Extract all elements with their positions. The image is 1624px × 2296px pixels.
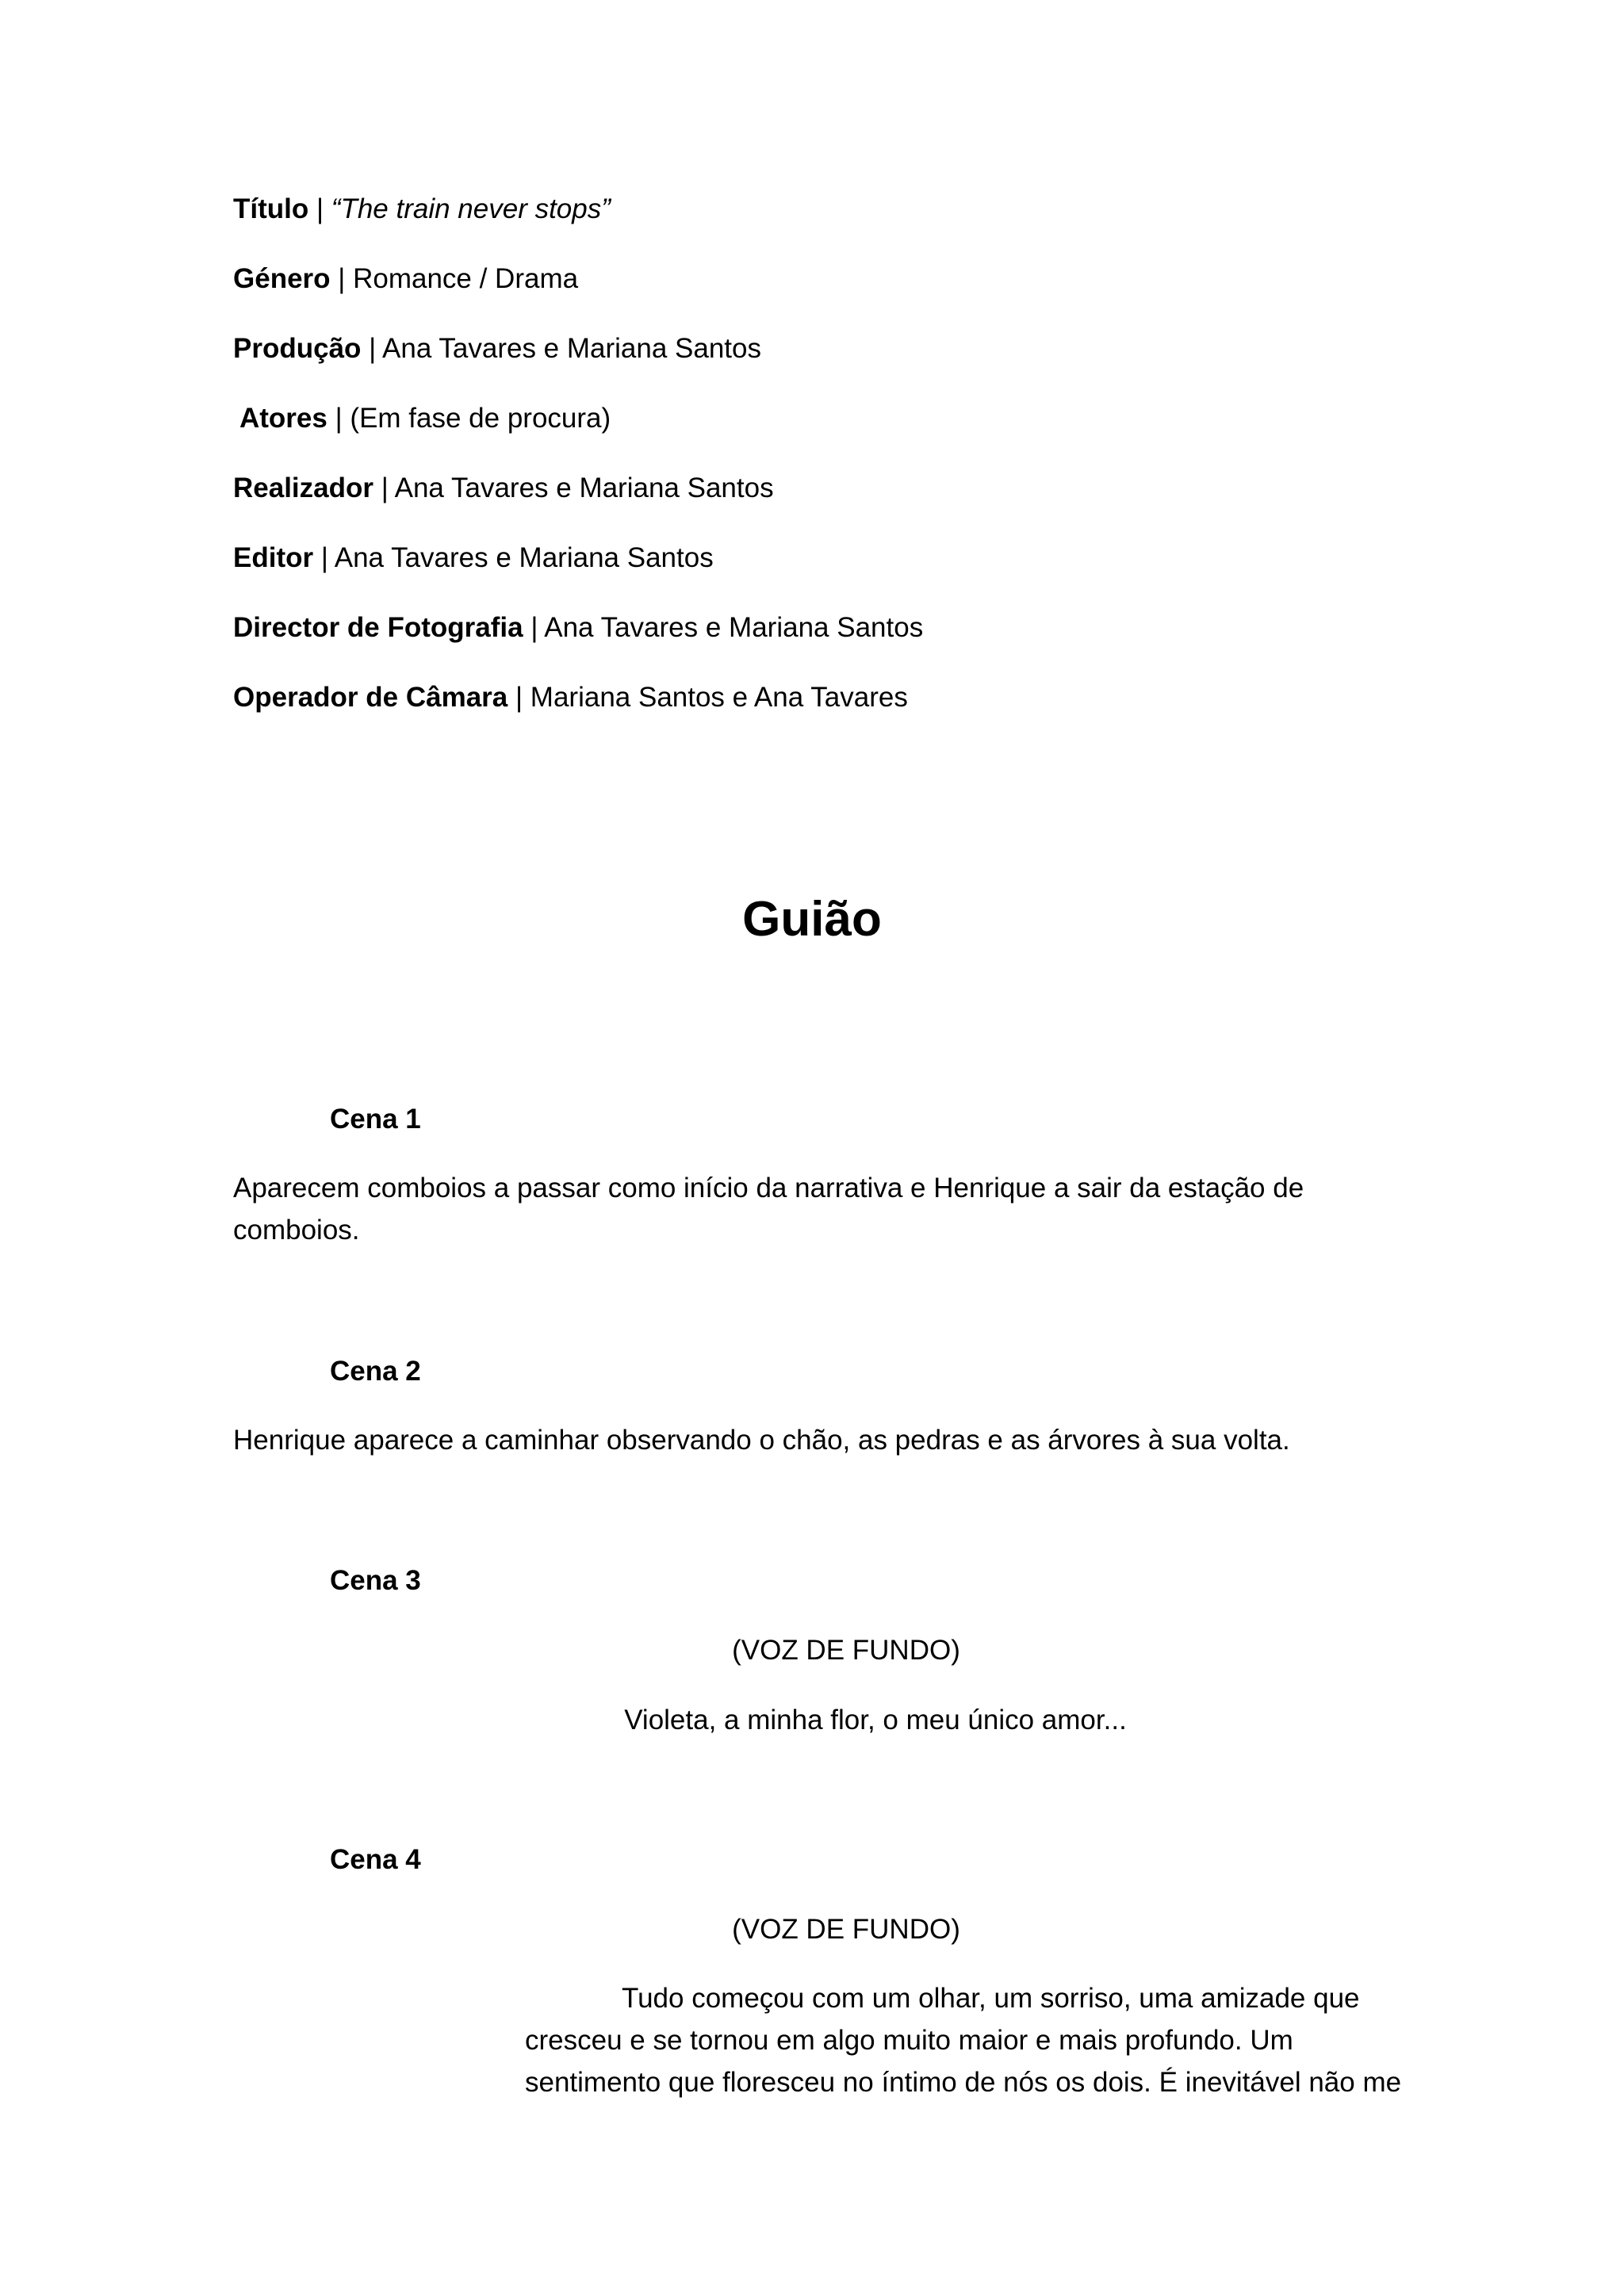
credit-value: Ana Tavares e Mariana Santos: [382, 333, 761, 364]
credits-block: [233, 190, 1423, 748]
credit-production: [233, 330, 1423, 368]
scene-4-voice-label: (VOZ DE FUNDO): [732, 1914, 960, 1945]
credit-separator: |: [313, 542, 335, 573]
scene-3-voice-label: (VOZ DE FUNDO): [732, 1635, 960, 1666]
credit-value: Romance / Drama: [353, 263, 579, 294]
credit-value: Ana Tavares e Mariana Santos: [334, 542, 714, 573]
credit-label: Título: [233, 193, 309, 224]
credit-label: Editor: [233, 542, 314, 573]
credit-photography-director: [233, 609, 1423, 647]
credit-label: Operador de Câmara: [233, 682, 508, 713]
scene-4-title: Cena 4: [330, 1844, 421, 1875]
credit-separator: |: [373, 473, 395, 503]
credit-label: Director de Fotografia: [233, 612, 523, 643]
credit-genre: [233, 260, 1423, 298]
credit-camera-operator: [233, 679, 1423, 717]
credit-separator: |: [508, 682, 530, 713]
credit-value: “The train never stops”: [331, 193, 611, 224]
credit-actors: [233, 400, 1423, 438]
script-heading: Guião: [742, 892, 882, 947]
credit-label: Realizador: [233, 473, 373, 503]
credit-separator: |: [327, 403, 350, 434]
credit-value: Mariana Santos e Ana Tavares: [530, 682, 908, 713]
credit-separator: |: [308, 193, 331, 224]
credit-value: Ana Tavares e Mariana Santos: [544, 612, 924, 643]
credit-label: Atores: [239, 403, 327, 434]
credit-value: (Em fase de procura): [350, 403, 611, 434]
scene-1-text: Aparecem comboios a passar como início da narrativa e Henrique a sair da estação de comboios.: [233, 1173, 1304, 1246]
credit-label: Produção: [233, 333, 362, 364]
scene-1-title: Cena 1: [330, 1104, 421, 1135]
scene-3-dialogue: Violeta, a minha flor, o meu único amor...: [624, 1705, 1127, 1735]
credit-separator: |: [361, 333, 383, 364]
credit-label: Género: [233, 263, 331, 294]
credit-separator: |: [330, 263, 354, 294]
credit-editor: [233, 539, 1423, 577]
credit-title: [233, 190, 1423, 228]
scene-3-title: Cena 3: [330, 1565, 421, 1596]
credit-value: Ana Tavares e Mariana Santos: [394, 473, 774, 503]
scene-2-text: Henrique aparece a caminhar observando o chão, as pedras e as árvores à sua volta.: [233, 1425, 1290, 1456]
scene-4-dialogue: Tudo começou com um olhar, um sorriso, uma amizade que cresceu e se tornou em algo muito maior e mais profundo. Um sentimento que floresceu no íntimo de nós os dois. É inevitável não me: [525, 1983, 1402, 2098]
scene-2-title: Cena 2: [330, 1356, 421, 1387]
credit-director: [233, 469, 1423, 507]
credit-separator: |: [523, 612, 545, 643]
